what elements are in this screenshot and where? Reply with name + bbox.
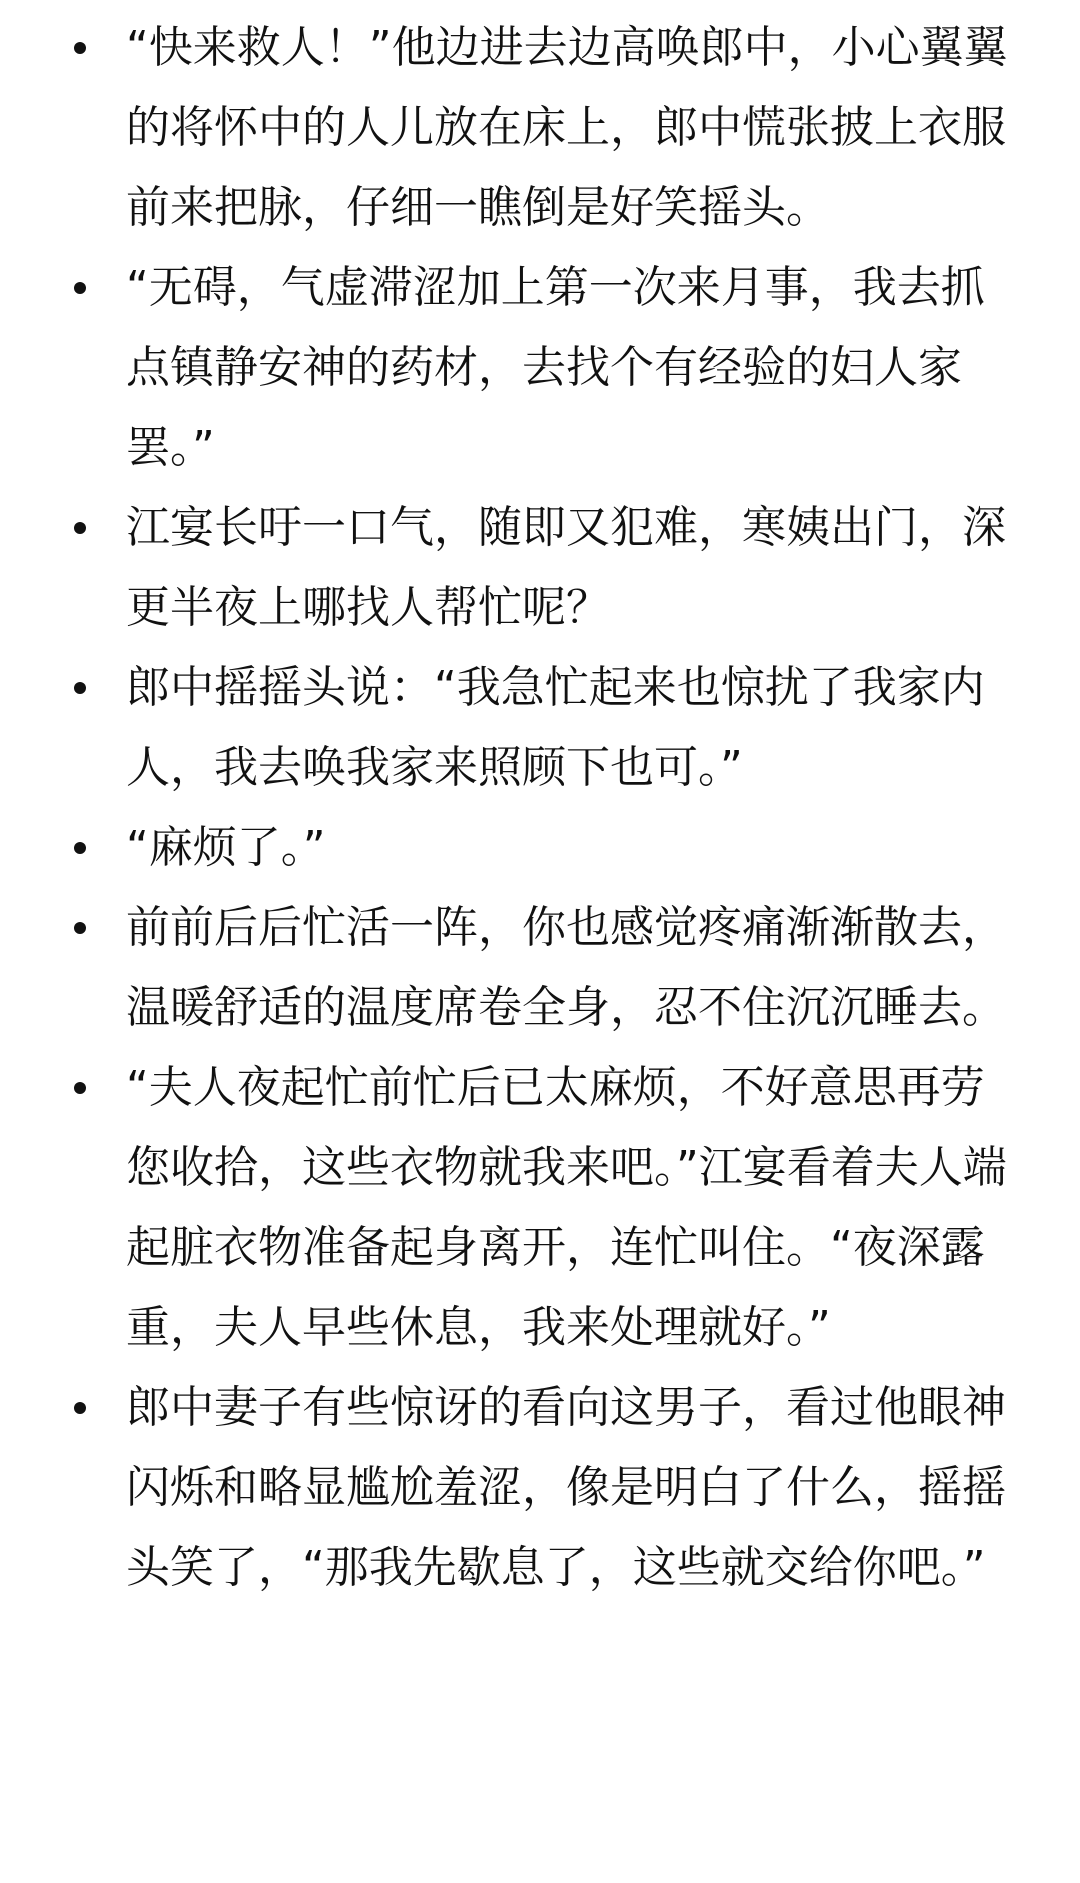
- list-item-text: 前前后后忙活一阵，你也感觉疼痛渐渐散去，温暖舒适的温度席卷全身，忍不住沉沉睡去。: [126, 902, 1006, 1033]
- bullet-icon: [74, 42, 86, 54]
- list-item-text: “无碍，气虚滞涩加上第一次来月事，我去抓点镇静安神的药材，去找个有经验的妇人家罢。”: [126, 262, 985, 473]
- list-item: [0, 648, 1080, 808]
- list-item: [0, 808, 1080, 888]
- list-item-text: “快来救人！”他边进去边高唤郎中，小心翼翼的将怀中的人儿放在床上，郎中慌张披上衣服前来把脉，仔细一瞧倒是好笑摇头。: [126, 22, 1008, 233]
- list-item: [0, 888, 1080, 1048]
- list-item: [0, 1368, 1080, 1608]
- bullet-icon: [74, 682, 86, 694]
- bullet-icon: [74, 1082, 86, 1094]
- bullet-list: [0, 8, 1080, 1608]
- bullet-icon: [74, 282, 86, 294]
- bullet-icon: [74, 522, 86, 534]
- list-item-text: 郎中摇摇头说：“我急忙起来也惊扰了我家内人，我去唤我家来照顾下也可。”: [126, 662, 985, 793]
- list-item-text: 郎中妻子有些惊讶的看向这男子，看过他眼神闪烁和略显尴尬羞涩，像是明白了什么，摇摇头笑了，“那我先歇息了，这些就交给你吧。”: [126, 1382, 1006, 1593]
- document-body: [0, 8, 1080, 1608]
- list-item: [0, 248, 1080, 488]
- list-item-text: 江宴长吁一口气，随即又犯难，寒姨出门，深更半夜上哪找人帮忙呢？: [126, 502, 1006, 633]
- bullet-icon: [74, 842, 86, 854]
- list-item: [0, 1048, 1080, 1368]
- list-item: [0, 8, 1080, 248]
- bullet-icon: [74, 1402, 86, 1414]
- list-item-text: “夫人夜起忙前忙后已太麻烦，不好意思再劳您收拾，这些衣物就我来吧。”江宴看着夫人端起脏衣物准备起身离开，连忙叫住。“夜深露重，夫人早些休息，我来处理就好。”: [126, 1062, 1007, 1353]
- list-item: [0, 488, 1080, 648]
- bullet-icon: [74, 922, 86, 934]
- list-item-text: “麻烦了。”: [126, 822, 326, 873]
